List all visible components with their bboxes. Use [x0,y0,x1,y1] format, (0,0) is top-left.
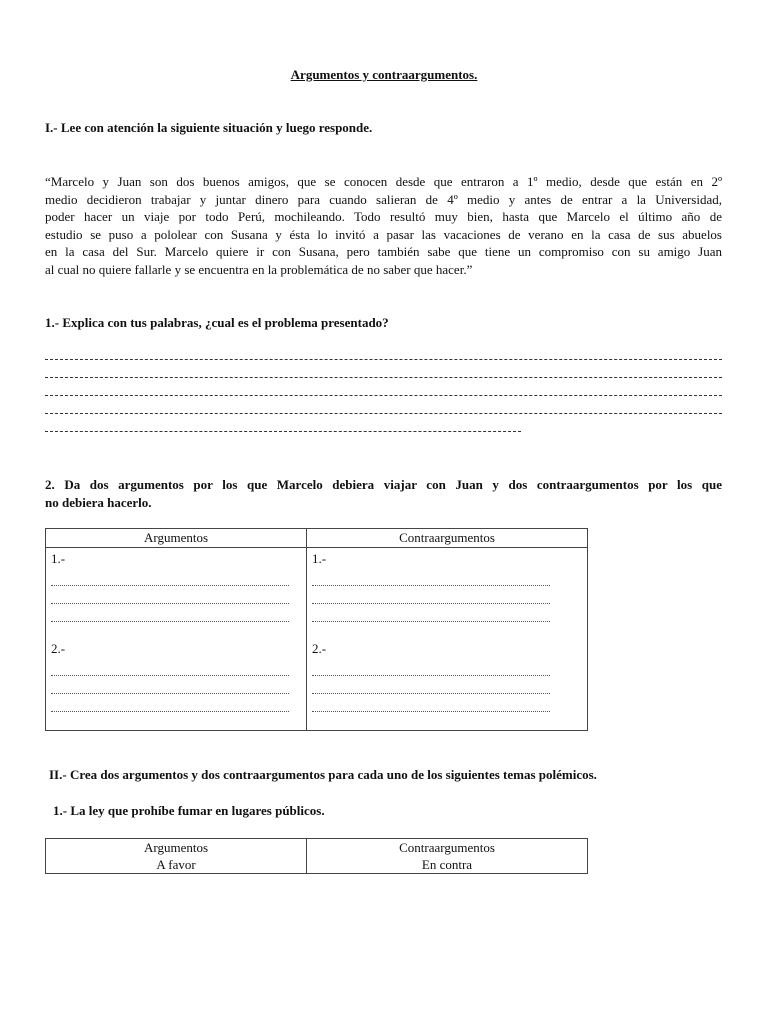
dotted-answer-line[interactable] [51,676,289,694]
header-line: Contraargumentos [399,840,495,855]
dotted-answer-line[interactable] [312,676,550,694]
item-number: 2.- [312,641,327,656]
paragraph-line: estudio se puso a pololear con Susana y ésta lo invitó a pasar las vacaciones de verano en la casa de sus abuelos [45,226,722,242]
section-2-heading: II.- Crea dos argumentos y dos contraargumentos para cada uno de los siguientes temas polémicos. [49,767,597,782]
arguments-cell[interactable] [46,548,307,731]
header-line: Argumentos [143,840,209,855]
paragraph-line: poder hacer un viaje por todo Perú, mochileando. Todo resultó muy bien, hasta que Marcelo el último año de [45,209,722,225]
arguments-header: Argumentos [46,529,307,548]
dotted-answer-line[interactable] [312,586,550,604]
question-1: 1.- Explica con tus palabras, ¿cual es el problema presentado? [45,315,389,330]
in-favor-header [46,839,307,874]
counterarguments-header: Contraargumentos [307,529,588,548]
paragraph-line: “Marcelo y Juan son dos buenos amigos, que se conocen desde que entraron a 1º medio, desde que están en 2º [45,174,722,189]
situation-paragraph [45,173,722,279]
paragraph-line: en la casa del Sur. Marcelo quiere ir con Susana, pero también sabe que tiene un compromiso con su amigo Juan [45,244,722,260]
topic-1-table [45,838,588,874]
dotted-answer-line[interactable] [51,694,289,712]
item-number: 2.- [51,641,66,656]
question-2 [45,476,722,512]
question-2-line: 2. Da dos argumentos por los que Marcelo debiera viajar con Juan y dos contraargumentos por los que [45,477,722,492]
header-line: En contra [421,857,473,872]
dotted-answer-line[interactable] [312,694,550,712]
dotted-answer-line[interactable] [312,568,550,586]
topic-1: 1.- La ley que prohíbe fumar en lugares públicos. [53,803,325,818]
header-line: A favor [156,857,196,872]
dotted-answer-line[interactable] [51,568,289,586]
item-number: 1.- [312,551,327,566]
against-header [307,839,588,874]
dotted-answer-line[interactable] [312,604,550,622]
item-number: 1.- [51,551,66,566]
paragraph-line: medio decidieron trabajar y juntar dinero para cuando salieran de 4º medio y antes de entrar a la Universidad, [45,191,722,207]
question-2-line: no debiera hacerlo. [45,495,152,510]
page-title: Argumentos y contraargumentos. [290,67,478,82]
answer-line[interactable] [45,395,722,396]
dotted-answer-line[interactable] [51,658,289,676]
section-1-heading: I.- Lee con atención la siguiente situación y luego responde. [45,120,373,135]
paragraph-line: al cual no quiere fallarle y se encuentra en la problemática de no saber que hacer.” [45,261,473,277]
counterarguments-cell[interactable] [307,548,588,731]
answer-line[interactable] [45,431,521,432]
dotted-answer-line[interactable] [51,586,289,604]
answer-line[interactable] [45,377,722,378]
answer-line[interactable] [45,413,722,414]
dotted-answer-line[interactable] [312,658,550,676]
arguments-table [45,528,588,731]
answer-line[interactable] [45,359,722,360]
dotted-answer-line[interactable] [51,604,289,622]
